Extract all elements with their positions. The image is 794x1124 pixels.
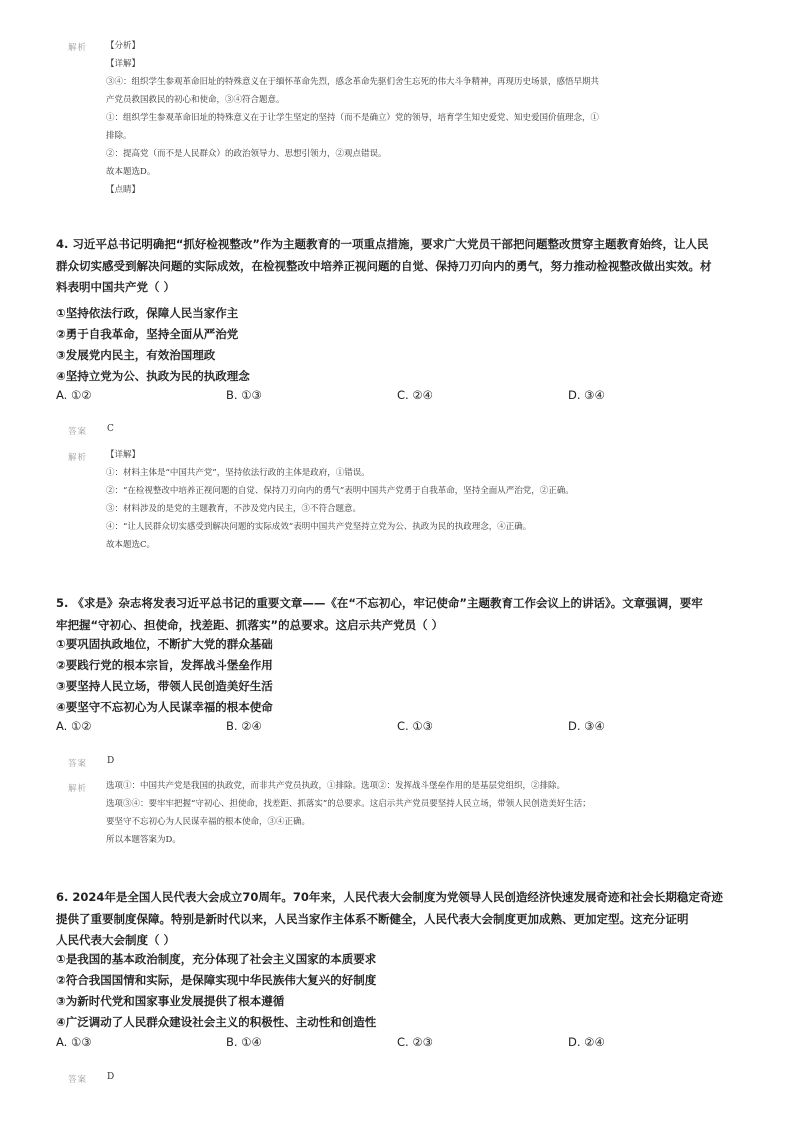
stem-line: 提供了重要制度保障。特别是新时代以来，人民当家作主体系不断健全，人民代表大会制度更加成熟、更加定型。这充分证明 (56, 911, 689, 926)
question-6-option: ④广泛调动了人民群众建设社会主义的积极性、主动性和创造性 (56, 1015, 377, 1029)
question-4-choice-d[interactable]: D. ③④ (568, 388, 605, 402)
question-6-choice-d[interactable]: D. ②④ (568, 1035, 605, 1049)
question-5-choice-d[interactable]: D. ③④ (568, 719, 605, 733)
explanation-line: 排除。 (106, 131, 132, 141)
question-4-option: ③发展党内民主，有效治国理政 (56, 348, 216, 362)
explanation-line: 产党员救国救民的初心和使命，③④符合题意。 (106, 95, 285, 105)
analysis-label: 解析 (68, 453, 88, 463)
explanation-line: 所以本题答案为D。 (106, 835, 181, 845)
question-6-stem (56, 887, 723, 952)
question-5-choice-a[interactable]: A. ①② (56, 719, 92, 733)
stem-line: 牢把握“守初心、担使命，找差距、抓落实”的总要求。这启示共产党员（ ） (56, 617, 444, 632)
question-5-stem (56, 593, 703, 636)
question-5-option: ③要坚持人民立场，带领人民创造美好生活 (56, 679, 273, 693)
explanation-line: ①：材料主体是“中国共产党”，坚持依法行政的主体是政府，①错误。 (106, 468, 370, 478)
question-4-option: ②勇于自我革命，坚持全面从严治党 (56, 327, 239, 341)
explanation-line: 故本题选C。 (106, 540, 156, 550)
question-6-option: ③为新时代党和国家事业发展提供了根本遵循 (56, 994, 285, 1008)
explanation-line: ④：“让人民群众切实感受到解决问题的实际成效”表明中国共产党坚持立党为公、执政为民的执政理念，④正确。 (106, 522, 532, 532)
question-5-option: ①要巩固执政地位，不断扩大党的群众基础 (56, 637, 273, 651)
stem-line: 料表明中国共产党（ ） (56, 280, 176, 294)
explanation-line: 【点睛】 (106, 185, 141, 195)
question-4-explanation (106, 446, 574, 554)
question-5-explanation (106, 777, 591, 849)
question-4-choice-b[interactable]: B. ①③ (226, 388, 262, 402)
explanation-line: ③：材料涉及的是党的主题教育，不涉及党内民主，③不符合题意。 (106, 504, 362, 514)
prev-explanation (106, 37, 599, 199)
question-4-stem (56, 234, 712, 299)
question-6-option: ②符合我国国情和实际，是保障实现中华民族伟大复兴的好制度 (56, 973, 377, 987)
question-6-option: ①是我国的基本政治制度，充分体现了社会主义国家的本质要求 (56, 952, 377, 966)
question-4-choice-c[interactable]: C. ②④ (397, 388, 433, 402)
stem-line: 6. 2024年是全国人民代表大会成立70周年。70年来，人民代表大会制度为党领导人民创造经济快速发展奇迹和社会长期稳定奇迹 (56, 890, 723, 904)
explanation-line: 【详解】 (106, 450, 141, 460)
stem-line: 4. 习近平总书记明确把“抓好检视整改”作为主题教育的一项重点措施，要求广大党员干部把问题整改贯穿主题教育始终，让人民 (56, 237, 709, 251)
question-6-choice-a[interactable]: A. ①③ (56, 1035, 92, 1049)
stem-line: 5. 《求是》杂志将发表习近平总书记的重要文章——《在“不忘初心，牢记使命”主题教育工作会议上的讲话》。文章强调，要牢 (56, 596, 703, 610)
stem-line: 群众切实感受到解决问题的实际成效，在检视整改中培养正视问题的自觉、保持刀刃向内的勇气，努力推动检视整改做出实效。材 (56, 258, 712, 273)
question-4-option: ④坚持立党为公、执政为民的执政理念 (56, 369, 250, 383)
answer-label: 答案 (68, 759, 88, 769)
explanation-line: 选项①：中国共产党是我国的执政党，而非共产党员执政，①排除。选项②：发挥战斗堡垒作用的是基层党组织，②排除。 (106, 781, 566, 791)
explanation-line: 选项③④：要牢牢把握“守初心、担使命，找差距、抓落实”的总要求。这启示共产党员要坚持人民立场，带领人民创造美好生活； (106, 799, 591, 809)
question-5-choice-b[interactable]: B. ②④ (226, 719, 262, 733)
question-6-answer: D (107, 1072, 115, 1082)
answer-label: 答案 (68, 1075, 88, 1085)
explanation-line: 【分析】 (106, 41, 141, 51)
explanation-line: ①：组织学生参观革命旧址的特殊意义在于让学生坚定的坚持（而不是确立）党的领导，培育学生知史爱党、知史爱国价值理念，① (106, 113, 600, 123)
question-4-answer: C (107, 424, 114, 434)
explanation-line: 故本题选D。 (106, 167, 156, 177)
question-4-choice-a[interactable]: A. ①② (56, 388, 92, 402)
explanation-line: 要坚守不忘初心为人民谋幸福的根本使命，③④正确。 (106, 817, 311, 827)
stem-line: 人民代表大会制度（ ） (56, 933, 176, 947)
question-6-choice-b[interactable]: B. ①④ (226, 1035, 262, 1049)
explanation-line: 【详解】 (106, 59, 141, 69)
explanation-line: ③④：组织学生参观革命旧址的特殊意义在于缅怀革命先烈，感念革命先驱们舍生忘死的伟大斗争精神，再现历史场景，感悟早期共 (106, 77, 600, 87)
analysis-label: 解析 (68, 43, 88, 53)
analysis-label: 解析 (68, 784, 88, 794)
question-6-choice-c[interactable]: C. ②③ (397, 1035, 433, 1049)
question-5-option: ②要践行党的根本宗旨，发挥战斗堡垒作用 (56, 658, 273, 672)
question-4-option: ①坚持依法行政，保障人民当家作主 (56, 306, 239, 320)
explanation-line: ②：提高党（而不是人民群众）的政治领导力、思想引领力，②观点错误。 (106, 149, 387, 159)
question-5-answer: D (107, 756, 115, 766)
answer-label: 答案 (68, 427, 88, 437)
question-5-option: ④要坚守不忘初心为人民谋幸福的根本使命 (56, 700, 273, 714)
question-5-choice-c[interactable]: C. ①③ (397, 719, 433, 733)
explanation-line: ②：“在检视整改中培养正视问题的自觉、保持刀刃向内的勇气”表明中国共产党勇于自我革命，坚持全面从严治党，②正确。 (106, 486, 574, 496)
